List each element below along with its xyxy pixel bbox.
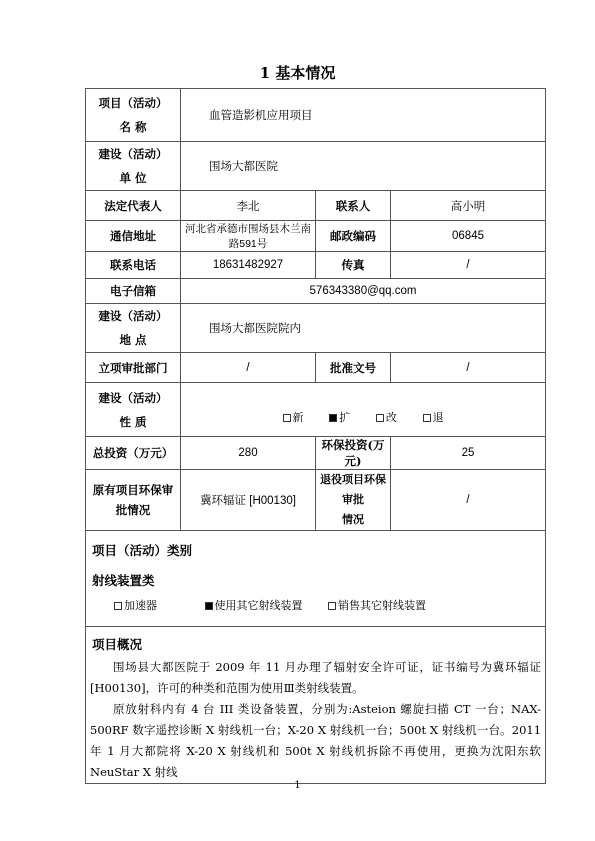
overview-paragraph-1: 围场县大都医院于 2009 年 11 月办理了辐射安全许可证，证书编号为冀环辐证[H00130]，许可的种类和范围为使用Ⅲ类射线装置。 <box>90 660 542 695</box>
contact-value: 高小明 <box>391 191 546 221</box>
checkbox-icon <box>376 414 384 422</box>
construction-unit-value: 围场大都医院 <box>181 142 546 191</box>
env-investment-value: 25 <box>391 437 546 470</box>
nature-option-expand[interactable]: 扩 <box>329 409 350 425</box>
table-row <box>86 437 546 470</box>
overview-title: 项目概况 <box>92 637 143 652</box>
checkbox-icon <box>328 602 336 610</box>
retire-approval-value: / <box>391 470 546 531</box>
nature-option-retire[interactable]: 退 <box>423 409 444 425</box>
email-value: 576343380@qq.com <box>181 279 546 304</box>
address-value: 河北省承德市围场县木兰南路591号 <box>181 221 316 252</box>
category-subtitle: 射线装置类 <box>92 573 155 588</box>
approval-doc-label: 批准文号 <box>316 353 391 383</box>
basic-info-table <box>85 88 546 784</box>
construction-unit-label: 建设（活动） 单 位 <box>86 142 181 191</box>
nature-option-new[interactable]: 新 <box>283 409 304 425</box>
table-row <box>86 383 546 437</box>
location-value: 围场大都医院院内 <box>181 304 546 353</box>
env-approval-value: 冀环辐证 [H00130] <box>181 470 316 531</box>
table-row <box>86 89 546 142</box>
table-row <box>86 470 546 531</box>
overview-section <box>86 627 546 784</box>
env-investment-label: 环保投资(万元) <box>316 437 391 470</box>
checkbox-checked-icon <box>205 602 213 610</box>
table-row <box>86 279 546 304</box>
zip-label: 邮政编码 <box>316 221 391 252</box>
location-label: 建设（活动） 地 点 <box>86 304 181 353</box>
email-label: 电子信箱 <box>86 279 181 304</box>
category-option-use-other[interactable]: 使用其它射线装置 <box>205 597 303 613</box>
total-investment-value: 280 <box>181 437 316 470</box>
category-option-sell-other[interactable]: 销售其它射线装置 <box>328 597 426 613</box>
nature-label: 建设（活动） 性 质 <box>86 383 181 437</box>
fax-label: 传真 <box>316 252 391 279</box>
legal-rep-value: 李北 <box>181 191 316 221</box>
category-options <box>86 597 545 613</box>
table-row <box>86 142 546 191</box>
table-row <box>86 531 546 627</box>
table-row <box>86 304 546 353</box>
page-title: 1 基本情况 <box>259 64 336 82</box>
approval-dept-label: 立项审批部门 <box>86 353 181 383</box>
env-approval-label: 原有项目环保审 批情况 <box>86 470 181 531</box>
table-row <box>86 252 546 279</box>
contact-label: 联系人 <box>316 191 391 221</box>
fax-value: / <box>391 252 546 279</box>
phone-label: 联系电话 <box>86 252 181 279</box>
overview-paragraph-2: 原放射科内有 4 台 III 类设备装置，分别为:Asteion 螺旋扫描 CT 一台；NAX-500RF 数字遥控诊断 X 射线机一台；X-20 X 射线机一台；500t X 射线机一台。2011 年 1 月大都院将 X-20 X 射线机和 500t X 射线机拆除不再使用，更换为沈阳东软 NeuStar X 射线 <box>90 702 542 779</box>
zip-value: 06845 <box>391 221 546 252</box>
table-row <box>86 221 546 252</box>
phone-value: 18631482927 <box>181 252 316 279</box>
total-investment-label: 总投资（万元） <box>86 437 181 470</box>
checkbox-checked-icon <box>329 414 337 422</box>
category-option-accelerator[interactable]: 加速器 <box>114 597 157 613</box>
category-title: 项目（活动）类别 <box>92 543 193 558</box>
project-name-label: 项目（活动） 名 称 <box>86 89 181 142</box>
page-number: 1 <box>294 780 301 791</box>
nature-options <box>181 383 546 437</box>
nature-option-modify[interactable]: 改 <box>376 409 397 425</box>
table-row <box>86 353 546 383</box>
retire-approval-label: 退役项目环保审批 情况 <box>316 470 391 531</box>
table-row <box>86 627 546 784</box>
approval-doc-value: / <box>391 353 546 383</box>
category-section <box>86 531 546 627</box>
approval-dept-value: / <box>181 353 316 383</box>
address-label: 通信地址 <box>86 221 181 252</box>
legal-rep-label: 法定代表人 <box>86 191 181 221</box>
project-name-value: 血管造影机应用项目 <box>181 89 546 142</box>
checkbox-icon <box>423 414 431 422</box>
checkbox-icon <box>114 602 122 610</box>
table-row <box>86 191 546 221</box>
checkbox-icon <box>283 414 291 422</box>
